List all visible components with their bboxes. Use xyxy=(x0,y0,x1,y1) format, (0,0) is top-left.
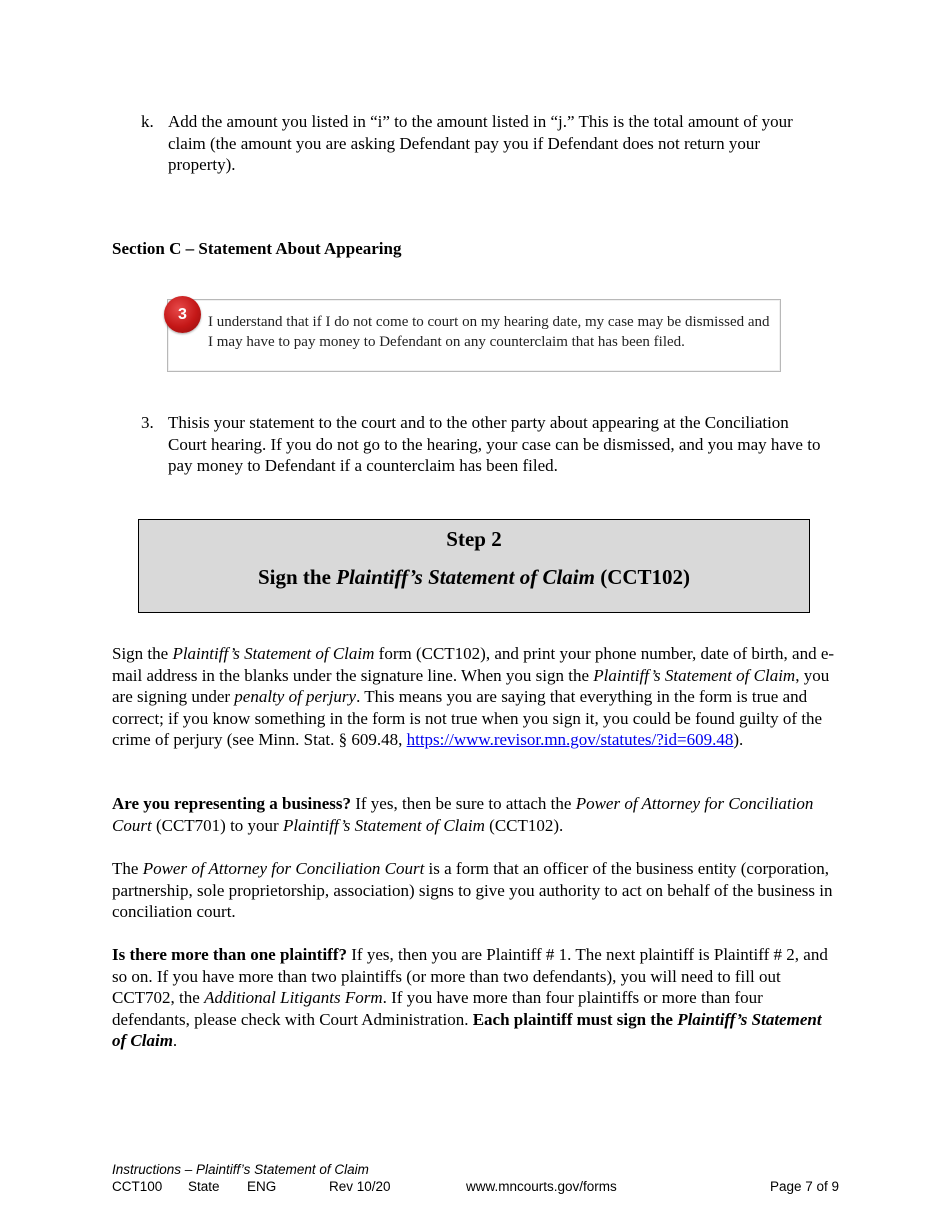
text-run: . If you have more than four plaintiffs or more than four defendants, please check with Court Administration. xyxy=(112,988,763,1029)
text-run: (CCT701) to your xyxy=(151,815,283,835)
form-name-bold-italic: Plaintiff’s Statement of Claim xyxy=(112,1009,822,1050)
statement-text: I understand that if I do not come to court on my hearing date, my case may be dismissed and I may have to pay money to Defendant on any counterclaim that has been filed. xyxy=(208,314,770,350)
text-run: The xyxy=(112,859,143,878)
text-run: Sign the xyxy=(112,644,173,663)
text-run: . This means you are saying that everything in the form is true and correct; if you know something in the form is not true when you sign it, you could be found guilty of the crime of perjury (see Minn. Stat. § 609.48, xyxy=(112,687,823,749)
paragraph-business xyxy=(112,793,837,836)
text-run: , you are signing under xyxy=(112,665,830,706)
plaintiff-question-bold: Is there more than one plaintiff? xyxy=(112,945,348,964)
section-c-heading: Section C – Statement About Appearing xyxy=(112,239,402,258)
step-subtitle-code: (CCT102) xyxy=(594,565,691,589)
paragraph-power-of-attorney xyxy=(112,858,837,923)
text-run: is a form that an officer of the business entity (corporation, partnership, sole proprietorship, association) signs to give you authority to act on behalf of the business in conciliation court. xyxy=(112,859,833,921)
statement-checkbox-box xyxy=(167,299,781,372)
statute-link[interactable]: https://www.revisor.mn.gov/statutes/?id=609.48 xyxy=(406,730,734,749)
paragraph-multiple-plaintiffs xyxy=(112,944,837,1052)
text-run: . xyxy=(172,1031,178,1050)
step-title: Step 2 xyxy=(446,527,502,551)
footer-form-code: CCT100 xyxy=(112,1179,163,1194)
business-question-bold: Are you representing a business? xyxy=(112,794,351,813)
paragraph-sign-instructions xyxy=(112,643,837,751)
list-marker-3: 3. xyxy=(141,413,154,432)
footer-row xyxy=(112,1178,839,1195)
text-run: If yes, then you are Plaintiff # 1. The next plaintiff is Plaintiff # 2, and so on. If you have more than two plaintiffs (or more than two defendants), you will need to fill out CCT702, the xyxy=(112,945,828,1007)
text-run: If yes, then be sure to attach the xyxy=(350,794,576,813)
list-item-k-text: Add the amount you listed in “i” to the amount listed in “j.” This is the total amount of your claim (the amount you are asking Defendant pay you if Defendant does not return your property). xyxy=(168,112,793,174)
form-name-italic: Plaintiff’s Statement of Claim xyxy=(593,665,796,685)
step-subtitle-prefix: Sign the xyxy=(257,565,337,589)
footer-website: www.mncourts.gov/forms xyxy=(466,1179,617,1194)
footer-revision: Rev 10/20 xyxy=(329,1179,391,1194)
step-2-box xyxy=(138,519,810,613)
footer-language: ENG xyxy=(247,1179,277,1194)
page-footer xyxy=(112,1161,839,1195)
form-name-italic: Additional Litigants Form xyxy=(204,988,383,1007)
step-subtitle-form-name: Plaintiff’s Statement of Claim xyxy=(336,565,595,589)
text-run: (CCT102). xyxy=(484,815,564,835)
each-plaintiff-bold: Each plaintiff must sign the xyxy=(472,1009,678,1029)
form-name-italic: Plaintiff’s Statement of Claim xyxy=(282,815,485,835)
footer-title: Instructions – Plaintiff’s Statement of Claim xyxy=(112,1162,369,1177)
footer-jurisdiction: State xyxy=(188,1179,220,1194)
list-item-3-text: Thisis your statement to the court and to the other party about appearing at the Conciliation Court hearing. If you do not go to the hearing, your case can be dismissed, and you may have to pay money to Defendant if a counterclaim has been filed. xyxy=(168,413,821,475)
text-run: form (CCT102), and print your phone number, date of birth, and e-mail address in the blanks under the signature line. When you sign the xyxy=(112,644,835,685)
number-badge-icon: 3 xyxy=(164,296,201,333)
list-marker-k: k. xyxy=(141,112,154,131)
form-name-italic: Power of Attorney for Conciliation Court xyxy=(142,859,425,878)
footer-page-number: Page 7 of 9 xyxy=(769,1179,839,1194)
form-name-italic: Power of Attorney for Conciliation Court xyxy=(112,794,814,835)
form-name-italic: Plaintiff’s Statement of Claim xyxy=(172,644,375,663)
text-run: ). xyxy=(733,730,744,749)
penalty-of-perjury-italic: penalty of perjury xyxy=(234,687,357,706)
step-subtitle xyxy=(139,565,809,590)
